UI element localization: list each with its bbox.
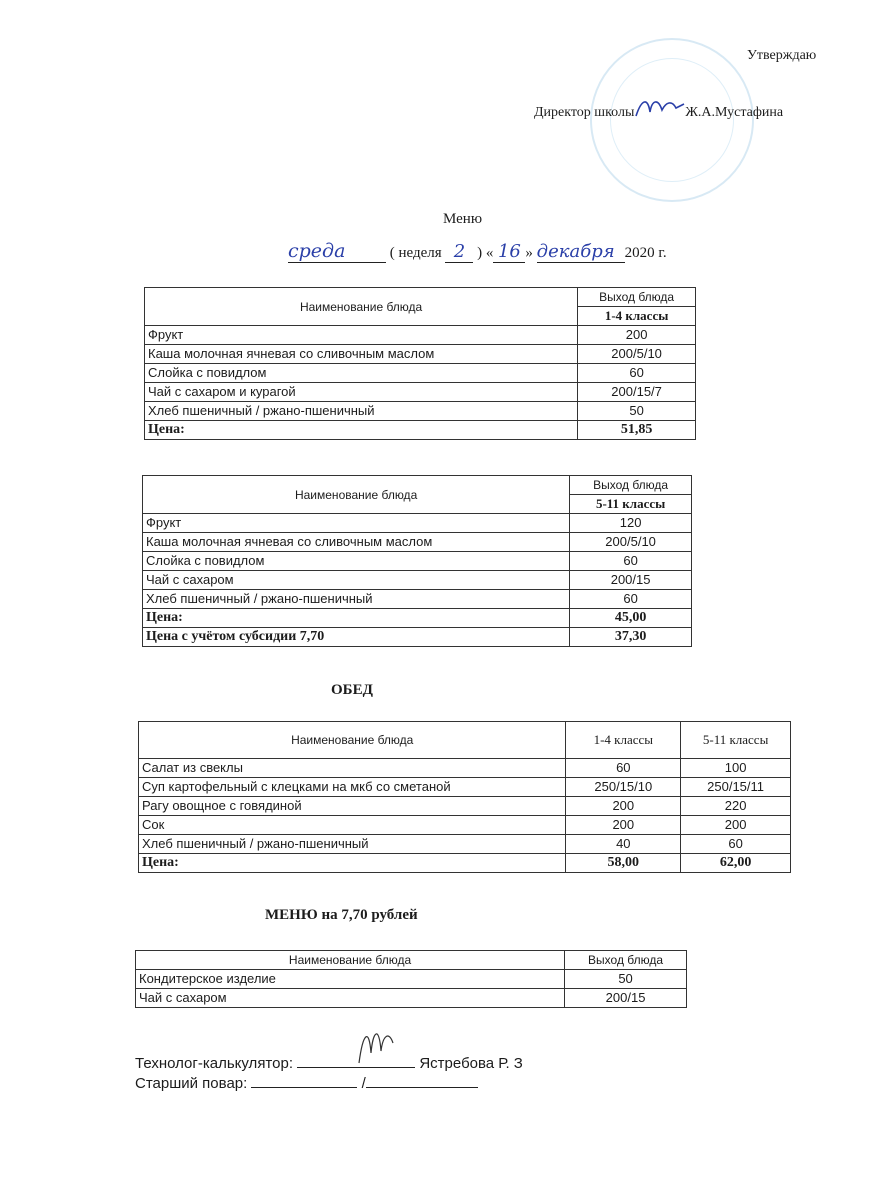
column-header-grades-1-4: 1-4 классы [566, 722, 681, 759]
director-signature [632, 94, 688, 124]
week-number-handwritten: 2 [445, 241, 473, 263]
day-number-handwritten: 16 [493, 241, 525, 263]
dish-yield: 60 [570, 552, 692, 571]
dish-yield: 60 [578, 364, 696, 383]
table-row [136, 970, 687, 989]
dish-name: Фрукт [143, 514, 570, 533]
table-row [145, 383, 696, 402]
dish-name: Чай с сахаром и курагой [145, 383, 578, 402]
price-row [145, 421, 696, 440]
table-row [143, 514, 692, 533]
dish-name: Хлеб пшеничный / ржано-пшеничный [145, 402, 578, 421]
technologist-label: Технолог-калькулятор: [135, 1055, 293, 1072]
dish-yield: 50 [578, 402, 696, 421]
column-header-grades-5-11: 5-11 классы [681, 722, 791, 759]
column-header-dish: Наименование блюда [136, 951, 565, 970]
menu-title: Меню [443, 211, 483, 227]
dish-yield: 50 [565, 970, 687, 989]
dish-name: Слойка с повидлом [143, 552, 570, 571]
dish-yield: 120 [570, 514, 692, 533]
table-row [139, 797, 791, 816]
dish-name: Сок [139, 816, 566, 835]
yield-5-11: 220 [681, 797, 791, 816]
yield-5-11: 200 [681, 816, 791, 835]
menu-770-table [135, 950, 687, 1008]
yield-5-11: 100 [681, 759, 791, 778]
dish-name: Рагу овощное с говядиной [139, 797, 566, 816]
subheader-grades: 5-11 классы [570, 495, 692, 514]
chef-label: Старший повар: [135, 1075, 248, 1092]
chef-signature-line [251, 1073, 357, 1088]
director-line [534, 94, 783, 124]
chef-line [135, 1073, 478, 1092]
price-label: Цена: [143, 609, 570, 628]
table-row [139, 816, 791, 835]
director-prefix: Директор школы [534, 105, 635, 120]
table-row [143, 571, 692, 590]
table-row [145, 402, 696, 421]
dish-name: Слойка с повидлом [145, 364, 578, 383]
price-5-11: 62,00 [681, 854, 791, 873]
breakfast-5-11-table [142, 475, 692, 647]
dish-yield: 200/5/10 [578, 345, 696, 364]
dish-name: Суп картофельный с клецками на мкб со сметаной [139, 778, 566, 797]
dish-name: Хлеб пшеничный / ржано-пшеничный [139, 835, 566, 854]
column-header-dish: Наименование блюда [145, 288, 578, 326]
lunch-heading: ОБЕД [331, 682, 373, 698]
dish-yield: 60 [570, 590, 692, 609]
dish-name: Кондитерское изделие [136, 970, 565, 989]
table-row [143, 533, 692, 552]
dish-yield: 200 [578, 326, 696, 345]
price-label: Цена: [139, 854, 566, 873]
table-row [145, 326, 696, 345]
technologist-line [135, 1053, 523, 1072]
technologist-name: Ястребова Р. З [419, 1055, 523, 1072]
date-line [288, 240, 667, 263]
subheader-grades: 1-4 классы [578, 307, 696, 326]
table-row [139, 759, 791, 778]
yield-1-4: 40 [566, 835, 681, 854]
dish-yield: 200/15 [570, 571, 692, 590]
table-row [145, 345, 696, 364]
chef-separator: / [361, 1075, 366, 1092]
yield-1-4: 200 [566, 816, 681, 835]
dish-yield: 200/5/10 [570, 533, 692, 552]
quote-close: » [525, 245, 533, 261]
column-header-yield: Выход блюда [565, 951, 687, 970]
column-header-dish: Наименование блюда [143, 476, 570, 514]
table-row [143, 590, 692, 609]
technologist-signature [349, 1023, 399, 1069]
price-value: 51,85 [578, 421, 696, 440]
subsidy-price-value: 37,30 [570, 628, 692, 647]
table-row [145, 364, 696, 383]
lunch-table [138, 721, 791, 873]
menu-770-heading: МЕНЮ на 7,70 рублей [265, 907, 418, 923]
yield-1-4: 250/15/10 [566, 778, 681, 797]
breakfast-1-4-table [144, 287, 696, 440]
table-row [136, 989, 687, 1008]
table-row [139, 778, 791, 797]
subsidy-price-row [143, 628, 692, 647]
yield-5-11: 60 [681, 835, 791, 854]
price-1-4: 58,00 [566, 854, 681, 873]
week-close: ) « [477, 245, 494, 261]
column-header-yield: Выход блюда [570, 476, 692, 495]
price-value: 45,00 [570, 609, 692, 628]
technologist-signature-line [297, 1053, 415, 1068]
approve-label: Утверждаю [747, 48, 817, 63]
director-name: Ж.А.Мустафина [685, 105, 784, 120]
dish-name: Фрукт [145, 326, 578, 345]
dish-yield: 200/15/7 [578, 383, 696, 402]
table-row [139, 835, 791, 854]
dish-name: Чай с сахаром [143, 571, 570, 590]
week-open: ( неделя [389, 245, 442, 261]
price-label: Цена: [145, 421, 578, 440]
dish-yield: 200/15 [565, 989, 687, 1008]
table-row [143, 552, 692, 571]
subsidy-price-label: Цена с учётом субсидии 7,70 [143, 628, 570, 647]
chef-name-line [366, 1073, 478, 1088]
yield-5-11: 250/15/11 [681, 778, 791, 797]
month-handwritten: декабря [537, 241, 625, 263]
dish-name: Каша молочная ячневая со сливочным маслом [143, 533, 570, 552]
column-header-dish: Наименование блюда [139, 722, 566, 759]
yield-1-4: 200 [566, 797, 681, 816]
year: 2020 г. [624, 245, 667, 261]
weekday-handwritten: среда [288, 240, 386, 263]
price-row [139, 854, 791, 873]
dish-name: Хлеб пшеничный / ржано-пшеничный [143, 590, 570, 609]
yield-1-4: 60 [566, 759, 681, 778]
column-header-yield: Выход блюда [578, 288, 696, 307]
dish-name: Каша молочная ячневая со сливочным маслом [145, 345, 578, 364]
dish-name: Салат из свеклы [139, 759, 566, 778]
price-row [143, 609, 692, 628]
dish-name: Чай с сахаром [136, 989, 565, 1008]
